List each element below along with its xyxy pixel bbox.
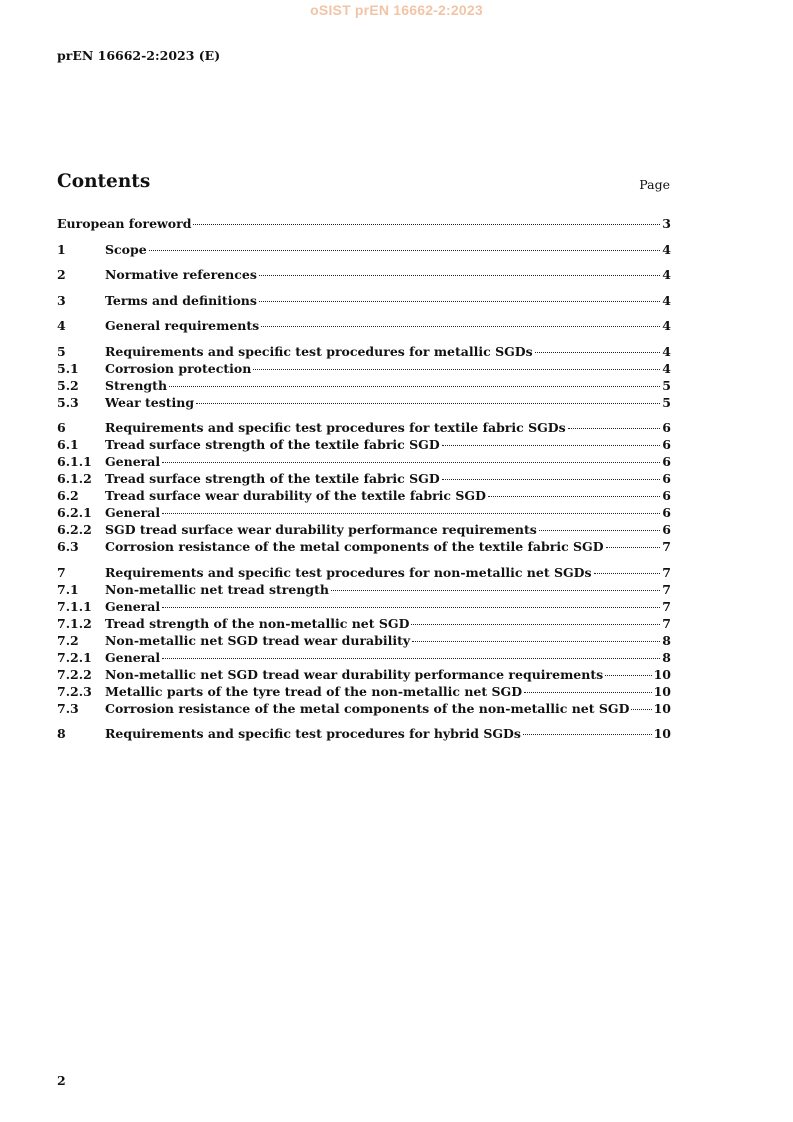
toc-entry-page: 6 bbox=[662, 522, 671, 537]
toc-entry[interactable] bbox=[57, 293, 671, 310]
toc-entry-title: SGD tread surface wear durability performance requirements bbox=[105, 522, 537, 537]
toc-entry-number: 7.2.2 bbox=[57, 666, 92, 682]
dot-leader bbox=[539, 530, 661, 531]
toc-entry[interactable] bbox=[57, 395, 671, 412]
toc-entry[interactable] bbox=[57, 318, 671, 335]
toc-entry-page: 7 bbox=[662, 615, 671, 631]
dot-leader bbox=[169, 386, 660, 387]
toc-entry[interactable] bbox=[57, 565, 671, 582]
document-id: prEN 16662-2:2023 (E) bbox=[57, 48, 221, 63]
toc-entry-number: 7.1.1 bbox=[57, 598, 92, 614]
toc-entry-page: 7 bbox=[662, 564, 671, 580]
dot-leader bbox=[162, 658, 660, 659]
toc-entry-title: Tread surface strength of the textile fabric SGD bbox=[105, 471, 440, 486]
toc-entry[interactable] bbox=[57, 539, 671, 556]
toc-entry[interactable] bbox=[57, 582, 671, 599]
dot-leader bbox=[631, 709, 651, 710]
toc-entry[interactable] bbox=[57, 488, 671, 505]
toc-entry[interactable] bbox=[57, 667, 671, 684]
toc-entry[interactable] bbox=[57, 650, 671, 667]
dot-leader bbox=[162, 607, 660, 608]
toc-entry-number: 7.2.3 bbox=[57, 683, 92, 699]
toc-entry-number: 7.2.1 bbox=[57, 649, 92, 665]
toc-entry-page: 6 bbox=[662, 505, 671, 520]
toc-entry-number: 6 bbox=[57, 420, 66, 435]
dot-leader bbox=[442, 445, 661, 446]
dot-leader bbox=[331, 590, 660, 591]
toc-entry-page: 7 bbox=[662, 539, 671, 554]
toc-entry-page: 6 bbox=[662, 471, 671, 486]
toc-entry-number: 6.2 bbox=[57, 488, 79, 503]
toc-entry-title: Normative references bbox=[105, 267, 257, 282]
dot-leader bbox=[535, 352, 661, 353]
toc-entry-number: 7.3 bbox=[57, 700, 79, 716]
toc-entry[interactable] bbox=[57, 420, 671, 437]
toc-entry-number: 5 bbox=[57, 343, 66, 359]
toc-entry-title: Non-metallic net tread strength bbox=[105, 581, 330, 597]
toc-entry-title: Non-metallic net SGD tread wear durability bbox=[105, 632, 411, 648]
toc-entry-page: 6 bbox=[662, 437, 671, 452]
toc-entry-number: 6.1.1 bbox=[57, 454, 92, 469]
toc-entry-page: 6 bbox=[662, 488, 671, 503]
toc-entry-page: 3 bbox=[662, 216, 671, 231]
dot-leader bbox=[568, 428, 661, 429]
toc-entry-number: 7.2 bbox=[57, 632, 79, 648]
toc-entry-number: 3 bbox=[57, 292, 66, 308]
toc-entry-page: 5 bbox=[662, 394, 671, 410]
toc-entry-title: Corrosion resistance of the metal components of the textile fabric SGD bbox=[105, 539, 604, 554]
toc-entry-title: Corrosion protection bbox=[105, 360, 252, 376]
toc-entry-number: 5.3 bbox=[57, 394, 79, 410]
dot-leader bbox=[259, 301, 660, 302]
dot-leader bbox=[605, 675, 651, 676]
dot-leader bbox=[524, 692, 652, 693]
page-number: 2 bbox=[57, 1073, 66, 1088]
toc-entry-title: Wear testing bbox=[105, 394, 195, 410]
toc-entry-number: 7.1.2 bbox=[57, 615, 92, 631]
toc-entry-page: 4 bbox=[662, 241, 671, 257]
toc-entry-page: 4 bbox=[662, 343, 671, 359]
toc-entry-title: Non-metallic net SGD tread wear durability performance requirements bbox=[105, 666, 604, 682]
toc-entry-title: Strength bbox=[105, 377, 168, 393]
toc-entry-title: Tread surface strength of the textile fabric SGD bbox=[105, 437, 440, 452]
toc-entry-page: 6 bbox=[662, 420, 671, 435]
toc-entry[interactable] bbox=[57, 505, 671, 522]
toc-entry-title: General bbox=[105, 598, 161, 614]
page-column-label: Page bbox=[639, 177, 670, 192]
toc-entry[interactable] bbox=[57, 616, 671, 633]
dot-leader bbox=[196, 403, 660, 404]
toc-entry[interactable] bbox=[57, 599, 671, 616]
toc-entry-title: General bbox=[105, 505, 161, 520]
toc-entry[interactable] bbox=[57, 267, 671, 284]
toc-entry-page: 10 bbox=[653, 666, 671, 682]
toc-entry-page: 10 bbox=[653, 700, 671, 716]
dot-leader bbox=[259, 275, 660, 276]
toc-entry-title: Metallic parts of the tyre tread of the non-metallic net SGD bbox=[105, 683, 523, 699]
toc-entry-page: 7 bbox=[662, 581, 671, 597]
toc-entry-page: 4 bbox=[662, 318, 671, 333]
toc-entry-title: Scope bbox=[105, 241, 147, 257]
toc-entry-number: 4 bbox=[57, 318, 66, 333]
dot-leader bbox=[162, 513, 660, 514]
watermark: oSIST prEN 16662-2:2023 bbox=[310, 2, 483, 18]
dot-leader bbox=[162, 462, 660, 463]
dot-leader bbox=[193, 224, 660, 225]
toc-entry[interactable] bbox=[57, 361, 671, 378]
dot-leader bbox=[261, 326, 660, 327]
toc-entry-page: 10 bbox=[653, 726, 671, 741]
dot-leader bbox=[523, 734, 652, 735]
toc-entry-page: 4 bbox=[662, 292, 671, 308]
toc-entry-title: General requirements bbox=[105, 318, 260, 333]
toc-entry-number: 6.2.1 bbox=[57, 505, 92, 520]
toc-entry-page: 8 bbox=[662, 632, 671, 648]
toc-entry-number: 5.1 bbox=[57, 360, 79, 376]
toc-entry-page: 7 bbox=[662, 598, 671, 614]
toc-entry-title: General bbox=[105, 454, 161, 469]
toc-entry-title: Requirements and specific test procedures for non-metallic net SGDs bbox=[105, 564, 592, 580]
toc-entry-number: 5.2 bbox=[57, 377, 79, 393]
contents-heading: Contents bbox=[57, 171, 151, 192]
toc-entry[interactable] bbox=[57, 378, 671, 395]
toc-entry-page: 8 bbox=[662, 649, 671, 665]
dot-leader bbox=[412, 641, 660, 642]
table-of-contents bbox=[57, 216, 671, 743]
toc-entry-page: 5 bbox=[662, 377, 671, 393]
toc-entry-page: 6 bbox=[662, 454, 671, 469]
dot-leader bbox=[442, 479, 661, 480]
toc-entry-number: 6.1.2 bbox=[57, 471, 92, 486]
toc-entry[interactable] bbox=[57, 216, 671, 233]
toc-entry-title: European foreword bbox=[57, 216, 192, 231]
toc-entry-number: 2 bbox=[57, 267, 66, 282]
toc-entry[interactable] bbox=[57, 242, 671, 259]
dot-leader bbox=[594, 573, 661, 574]
toc-entry[interactable] bbox=[57, 684, 671, 701]
toc-entry-number: 7 bbox=[57, 564, 66, 580]
toc-entry-number: 6.2.2 bbox=[57, 522, 92, 537]
toc-entry-page: 4 bbox=[662, 360, 671, 376]
toc-entry-page: 10 bbox=[653, 683, 671, 699]
toc-entry[interactable] bbox=[57, 522, 671, 539]
toc-entry[interactable] bbox=[57, 437, 671, 454]
toc-entry-number: 8 bbox=[57, 726, 66, 741]
toc-entry[interactable] bbox=[57, 633, 671, 650]
toc-entry-title: General bbox=[105, 649, 161, 665]
dot-leader bbox=[253, 369, 660, 370]
toc-entry-title: Terms and definitions bbox=[105, 292, 257, 308]
toc-entry-number: 7.1 bbox=[57, 581, 79, 597]
toc-entry-number: 6.3 bbox=[57, 539, 79, 554]
dot-leader bbox=[411, 624, 660, 625]
toc-entry-title: Tread surface wear durability of the textile fabric SGD bbox=[105, 488, 486, 503]
toc-entry-title: Requirements and specific test procedures for metallic SGDs bbox=[105, 343, 533, 359]
dot-leader bbox=[149, 250, 661, 251]
toc-entry-title: Requirements and specific test procedures for textile fabric SGDs bbox=[105, 420, 566, 435]
toc-entry-title: Corrosion resistance of the metal components of the non-metallic net SGD bbox=[105, 700, 630, 716]
toc-entry[interactable] bbox=[57, 454, 671, 471]
dot-leader bbox=[606, 547, 661, 548]
toc-entry[interactable] bbox=[57, 344, 671, 361]
toc-entry[interactable] bbox=[57, 471, 671, 488]
dot-leader bbox=[488, 496, 660, 497]
toc-entry-title: Requirements and specific test procedures for hybrid SGDs bbox=[105, 726, 521, 741]
toc-entry[interactable] bbox=[57, 726, 671, 743]
toc-entry-title: Tread strength of the non-metallic net SGD bbox=[105, 615, 410, 631]
toc-entry-page: 4 bbox=[662, 267, 671, 282]
toc-entry-number: 1 bbox=[57, 241, 66, 257]
toc-entry-number: 6.1 bbox=[57, 437, 79, 452]
toc-entry[interactable] bbox=[57, 701, 671, 718]
